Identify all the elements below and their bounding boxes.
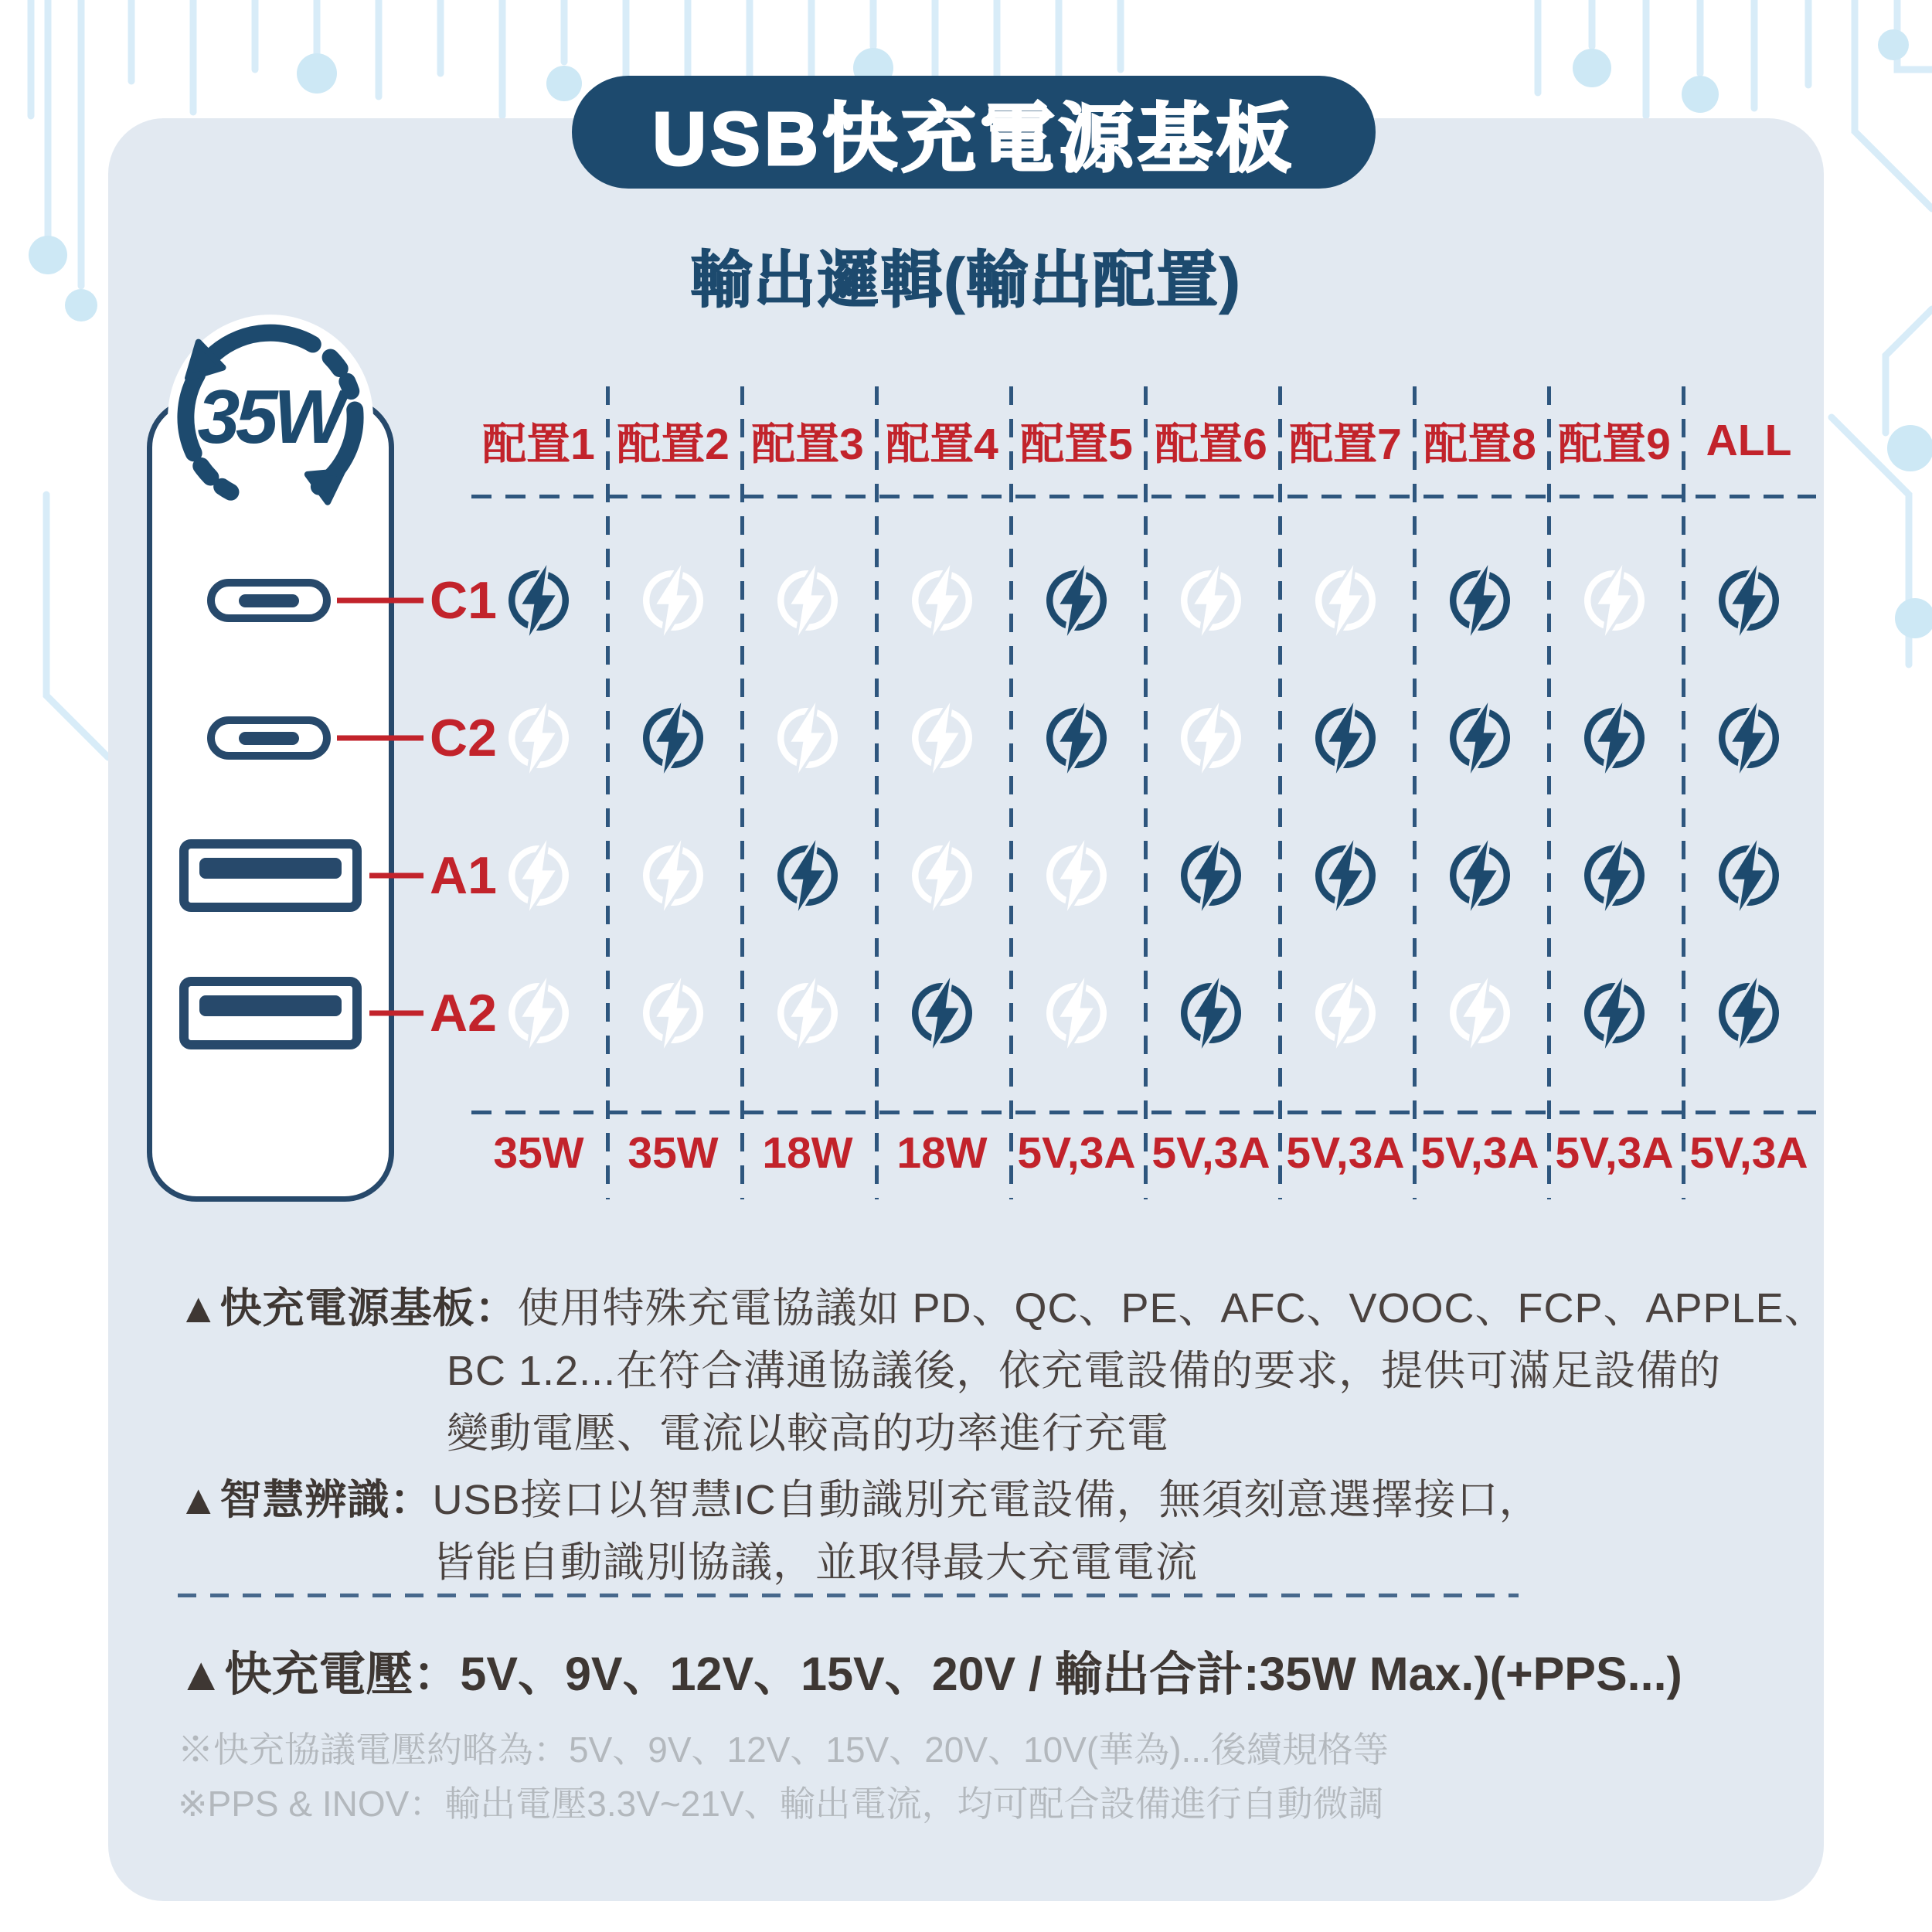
note-text-line: ▲快充電源基板：使用特殊充電協議如 PD、QC、PE、AFC、VOOC、FCP、APPLE、	[178, 1285, 1827, 1332]
lightning-bolt-active	[1309, 702, 1382, 774]
footer-output-value: 5V,3A	[1017, 1128, 1136, 1178]
port-contact-bar	[199, 858, 342, 879]
lightning-bolt-active	[1175, 839, 1247, 912]
lightning-bolt-active	[1578, 977, 1651, 1049]
lightning-bolt-inactive	[637, 839, 709, 912]
lightning-bolt-inactive	[502, 977, 575, 1049]
lightning-bolt-inactive	[906, 839, 978, 912]
page-subtitle: 輸出邏輯(輸出配置)	[690, 246, 1242, 315]
footnote-line: ※快充協議電壓約略為：5V、9V、12V、15V、20V、10V(華為)...後續規格等	[178, 1730, 1389, 1770]
lightning-bolt-inactive	[906, 564, 978, 637]
voltage-label: ▲快充電壓：	[178, 1648, 461, 1700]
section-divider	[178, 1594, 1519, 1597]
footer-output-value: 35W	[628, 1128, 719, 1178]
port-connector-line	[369, 873, 423, 879]
lightning-bolt-active	[502, 564, 575, 637]
port-connector-line	[337, 598, 423, 604]
lightning-bolt-inactive	[771, 977, 844, 1049]
lightning-bolt-active	[1578, 839, 1651, 912]
footer-output-value: 18W	[762, 1128, 853, 1178]
lightning-bolt-active	[1040, 564, 1113, 637]
lightning-bolt-active	[1713, 702, 1785, 774]
lightning-bolt-inactive	[1578, 564, 1651, 637]
port-contact-bar	[239, 594, 299, 607]
note-text-line: ▲智慧辨識：USB接口以智慧IC自動識別充電設備，無須刻意選擇接口，	[178, 1477, 1542, 1523]
lightning-bolt-inactive	[502, 839, 575, 912]
lightning-bolt-inactive	[906, 702, 978, 774]
lightning-bolt-active	[1040, 702, 1113, 774]
port-label: A1	[430, 846, 497, 905]
power-cycle-icon	[165, 311, 376, 523]
lightning-bolt-active	[1309, 839, 1382, 912]
note-label: ▲智慧辨識：	[178, 1477, 433, 1523]
lightning-bolt-inactive	[1309, 977, 1382, 1049]
usb-a-port-icon	[179, 977, 362, 1049]
title-badge	[572, 76, 1376, 189]
footer-output-value: 5V,3A	[1151, 1128, 1270, 1178]
lightning-bolt-inactive	[771, 702, 844, 774]
lightning-bolt-inactive	[1444, 977, 1516, 1049]
lightning-bolt-active	[1578, 702, 1651, 774]
footer-output-value: 5V,3A	[1286, 1128, 1405, 1178]
lightning-bolt-active	[1175, 977, 1247, 1049]
footnote-line: ※PPS & INOV：輸出電壓3.3V~21V、輸出電流，均可配合設備進行自動微調	[178, 1784, 1384, 1824]
footer-output-value: 35W	[493, 1128, 584, 1178]
usb-a-port-icon	[179, 839, 362, 912]
column-header: ALL	[1706, 416, 1792, 465]
lightning-bolt-active	[1713, 977, 1785, 1049]
column-separator	[1009, 386, 1013, 1199]
lightning-bolt-active	[1713, 839, 1785, 912]
voltage-line	[178, 1637, 1682, 1704]
footer-output-value: 18W	[896, 1128, 988, 1178]
lightning-bolt-inactive	[1309, 564, 1382, 637]
lightning-bolt-inactive	[637, 564, 709, 637]
lightning-bolt-inactive	[1175, 564, 1247, 637]
note-text-line: 皆能自動識別協議，並取得最大充電電流	[433, 1539, 1198, 1586]
column-separator	[1682, 386, 1685, 1199]
lightning-bolt-inactive	[637, 977, 709, 1049]
column-header: 配置7	[1289, 420, 1402, 469]
lightning-bolt-inactive	[1175, 702, 1247, 774]
lightning-bolt-inactive	[771, 564, 844, 637]
column-header: 配置5	[1020, 420, 1133, 469]
page-title: USB快充電源基板	[652, 97, 1295, 181]
table-bottom-divider	[471, 1111, 1816, 1114]
column-separator	[740, 386, 744, 1199]
lightning-bolt-inactive	[1040, 839, 1113, 912]
voltage-value: 5V、9V、12V、15V、20V / 輸出合計:35W Max.)(+PPS...)	[460, 1648, 1682, 1700]
column-header: 配置6	[1155, 420, 1267, 469]
lightning-bolt-active	[771, 839, 844, 912]
footer-output-value: 5V,3A	[1555, 1128, 1674, 1178]
footer-output-value: 5V,3A	[1420, 1128, 1539, 1178]
column-separator	[1413, 386, 1417, 1199]
table-top-divider	[471, 495, 1816, 498]
lightning-bolt-active	[1444, 702, 1516, 774]
column-header: 配置3	[751, 420, 864, 469]
column-header: 配置1	[482, 420, 595, 469]
usb-c-port-icon	[207, 579, 331, 622]
power-wattage-label: 35W	[197, 373, 342, 459]
footer-output-value: 5V,3A	[1689, 1128, 1808, 1178]
lightning-bolt-active	[637, 702, 709, 774]
port-connector-line	[337, 736, 423, 741]
column-separator	[875, 386, 879, 1199]
port-label: C2	[430, 709, 497, 767]
column-separator	[1547, 386, 1551, 1199]
note-text-line: 變動電壓、電流以較高的功率進行充電	[447, 1410, 1169, 1457]
column-separator	[606, 386, 610, 1199]
usb-c-port-icon	[207, 716, 331, 760]
lightning-bolt-active	[1713, 564, 1785, 637]
lightning-bolt-inactive	[1040, 977, 1113, 1049]
note-text-line: BC 1.2...在符合溝通協議後，依充電設備的要求，提供可滿足設備的	[447, 1348, 1722, 1394]
port-contact-bar	[239, 732, 299, 745]
column-header: 配置4	[886, 420, 998, 469]
port-contact-bar	[199, 995, 342, 1016]
lightning-bolt-inactive	[502, 702, 575, 774]
port-connector-line	[369, 1011, 423, 1016]
port-label: A2	[430, 984, 497, 1043]
lightning-bolt-active	[1444, 839, 1516, 912]
lightning-bolt-active	[906, 977, 978, 1049]
column-header: 配置2	[617, 420, 730, 469]
lightning-bolt-active	[1444, 564, 1516, 637]
column-separator	[1144, 386, 1148, 1199]
column-header: 配置9	[1558, 420, 1671, 469]
note-label: ▲快充電源基板：	[178, 1285, 518, 1332]
column-separator	[1278, 386, 1282, 1199]
port-label: C1	[430, 571, 497, 630]
column-header: 配置8	[1423, 420, 1536, 469]
